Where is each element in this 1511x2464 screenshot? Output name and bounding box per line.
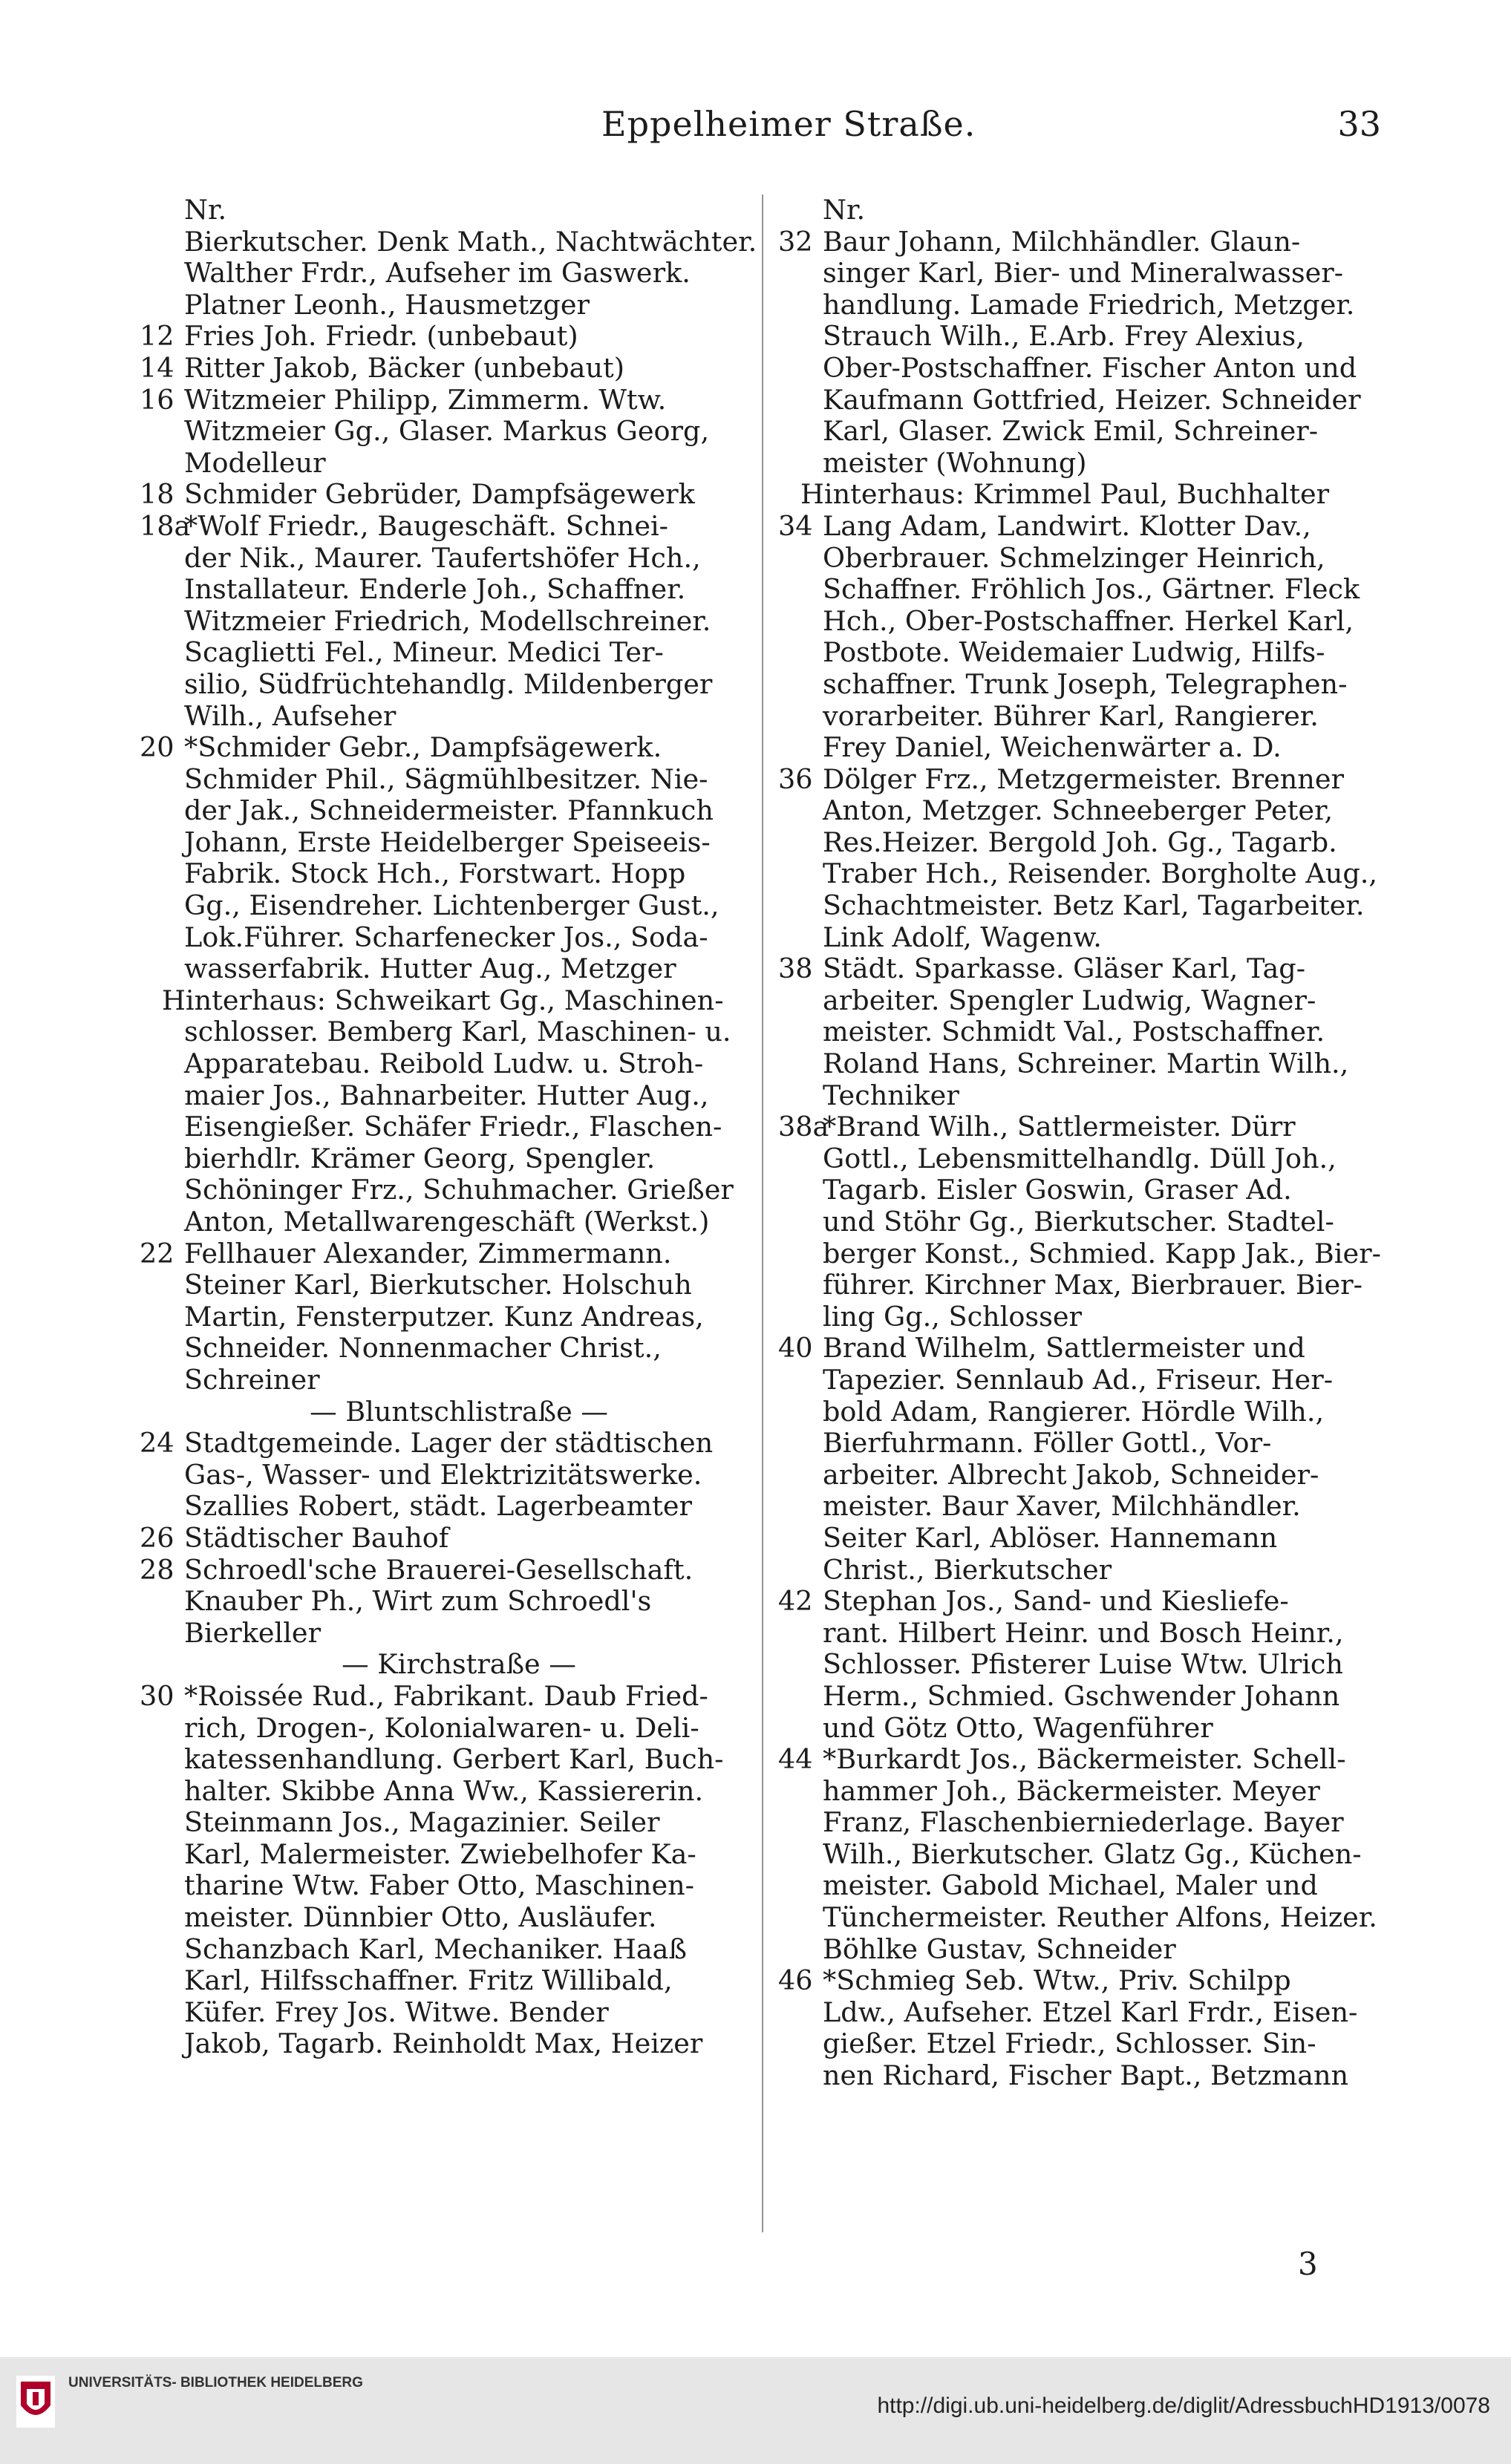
entry-line	[140, 1965, 748, 1997]
entry-text: Dölger Frz., Metzgermeister. Brenner	[823, 762, 1344, 795]
entry-line	[140, 258, 748, 290]
entry-line	[778, 1523, 1383, 1555]
entry-line	[140, 1776, 748, 1808]
entry-text: Steinmann Jos., Magazinier. Seiler	[184, 1806, 660, 1839]
entry-text: der Jak., Schneidermeister. Pfannkuch	[184, 794, 714, 827]
entry-line	[140, 890, 748, 922]
entry-text: Nr.	[823, 194, 866, 226]
entry-line	[778, 1238, 1383, 1270]
house-number: 12	[140, 320, 174, 353]
entry-line	[140, 1333, 748, 1365]
entry-text: Res.Heizer. Bergold Joh. Gg., Tagarb.	[823, 826, 1337, 858]
entry-line	[778, 1965, 1383, 1997]
street-heading	[140, 1649, 748, 1681]
entry-line	[140, 1491, 748, 1523]
entry-text: Schaffner. Fröhlich Jos., Gärtner. Fleck	[823, 573, 1360, 606]
entry-text: *Roissée Rud., Fabrikant. Daub Fried-	[184, 1679, 708, 1712]
entry-line	[140, 669, 748, 701]
entry-text: schlosser. Bemberg Karl, Maschinen- u.	[184, 1016, 731, 1048]
entry-line	[140, 2028, 748, 2060]
entry-line	[778, 543, 1383, 575]
entry-text: Hch., Ober-Postschaffner. Herkel Karl,	[823, 604, 1354, 637]
house-number: 38a	[778, 1111, 829, 1143]
entry-text: Szallies Robert, städt. Lagerbeamter	[184, 1490, 693, 1523]
entry-line	[140, 1238, 748, 1270]
entry-text: Herm., Schmied. Gschwender Johann	[823, 1679, 1340, 1712]
entry-text: meister. Baur Xaver, Milchhändler.	[823, 1490, 1301, 1523]
entry-text: wasserfabrik. Hutter Aug., Metzger	[184, 952, 676, 985]
entry-line	[778, 321, 1383, 353]
entry-text: singer Karl, Bier- und Mineralwasser-	[823, 257, 1344, 290]
entry-line	[778, 1744, 1383, 1776]
entry-text: Bierkutscher. Denk Math., Nachtwächter.	[184, 225, 757, 258]
entry-text: Wilh., Bierkutscher. Glatz Gg., Küchen-	[823, 1837, 1362, 1870]
entry-line	[778, 1016, 1383, 1048]
entry-line	[778, 1776, 1383, 1808]
entry-text: Tünchermeister. Reuther Alfons, Heizer.	[823, 1901, 1377, 1934]
entry-text: Städtischer Bauhof	[184, 1521, 449, 1554]
entry-text: meister. Schmidt Val., Postschaffner.	[823, 1016, 1325, 1048]
entry-text: Platner Leonh., Hausmetzger	[184, 288, 590, 321]
entry-text: Lok.Führer. Scharfenecker Jos., Soda-	[184, 921, 708, 953]
entry-text: meister (Wohnung)	[823, 446, 1087, 479]
entry-text: schaffner. Trunk Joseph, Telegraphen-	[823, 667, 1348, 700]
entry-text: führer. Kirchner Max, Bierbrauer. Bier-	[823, 1269, 1362, 1301]
entry-text: Martin, Fensterputzer. Kunz Andreas,	[184, 1300, 704, 1333]
entry-text: Kaufmann Gottfried, Heizer. Schneider	[823, 383, 1361, 416]
entry-line	[778, 195, 1383, 226]
entry-text: Schlosser. Pfisterer Luise Wtw. Ulrich	[823, 1648, 1343, 1681]
entry-text: Stadtgemeinde. Lager der städtischen	[184, 1427, 714, 1460]
entry-text: Ritter Jakob, Bäcker (unbebaut)	[184, 351, 625, 384]
entry-text: bierhdlr. Krämer Georg, Spengler.	[184, 1142, 656, 1174]
entry-line	[140, 416, 748, 448]
house-number: 36	[778, 762, 813, 795]
entry-text: *Schmieg Seb. Wtw., Priv. Schilpp	[823, 1964, 1291, 1997]
column-divider	[762, 195, 763, 2232]
entry-text: gießer. Etzel Friedr., Schlosser. Sin-	[823, 2027, 1316, 2060]
entry-text: arbeiter. Albrecht Jakob, Schneider-	[823, 1458, 1319, 1491]
entry-line	[140, 1807, 748, 1839]
entry-text: Installateur. Enderle Joh., Schaffner.	[184, 573, 686, 606]
entry-line	[140, 1870, 748, 1902]
entry-line	[140, 448, 748, 480]
entry-line	[778, 1807, 1383, 1839]
entry-text: Gg., Eisendreher. Lichtenberger Gust.,	[184, 889, 719, 922]
entry-line	[778, 637, 1383, 669]
page-title: Eppelheimer Straße.	[601, 104, 976, 144]
entry-line	[140, 1902, 748, 1934]
entry-line	[140, 1143, 748, 1175]
entry-line	[778, 1301, 1383, 1333]
entry-line	[778, 922, 1383, 954]
house-number: 46	[778, 1964, 813, 1997]
entry-text: Fabrik. Stock Hch., Forstwart. Hopp	[184, 857, 686, 890]
source-url[interactable]: http://digi.ub.uni-heidelberg.de/diglit/AdressbuchHD1913/0078	[877, 2393, 1490, 2418]
entry-text: Schreiner	[184, 1363, 320, 1396]
entry-line	[140, 953, 748, 985]
entry-text: Baur Johann, Milchhändler. Glaun-	[823, 225, 1301, 258]
entry-text: Karl, Malermeister. Zwiebelhofer Ka-	[184, 1837, 696, 1870]
entry-line	[140, 1713, 748, 1745]
entry-text: Steiner Karl, Bierkutscher. Holschuh	[184, 1269, 692, 1301]
entry-text: Ober-Postschaffner. Fischer Anton und	[823, 351, 1357, 384]
house-number: 18	[140, 478, 174, 511]
entry-text: Seiter Karl, Ablöser. Hannemann	[823, 1521, 1278, 1554]
house-number: 14	[140, 351, 174, 384]
entry-line	[140, 1174, 748, 1206]
entry-line	[140, 1586, 748, 1618]
entry-text: Tapezier. Sennlaub Ad., Friseur. Her-	[823, 1363, 1334, 1396]
entry-text: Christ., Bierkutscher	[823, 1553, 1112, 1586]
entry-line	[778, 827, 1383, 859]
entry-line	[140, 225, 757, 258]
entry-text: Jakob, Tagarb. Reinholdt Max, Heizer	[184, 2027, 703, 2060]
entry-text: Walther Frdr., Aufseher im Gaswerk.	[184, 257, 691, 290]
entry-line	[778, 985, 1383, 1017]
entry-text: halter. Skibbe Anna Ww., Kassiererin.	[184, 1774, 704, 1807]
library-logo-icon	[16, 2376, 55, 2428]
entry-line	[140, 1301, 748, 1333]
entry-text: Schroedl'sche Brauerei-Gesellschaft.	[184, 1553, 694, 1586]
entry-text: Frey Daniel, Weichenwärter a. D.	[823, 731, 1282, 764]
entry-line	[140, 1048, 748, 1080]
house-number: 22	[140, 1237, 174, 1269]
entry-line	[778, 1902, 1383, 1934]
entry-text: katessenhandlung. Gerbert Karl, Buch-	[184, 1743, 724, 1776]
entry-line	[778, 416, 1383, 448]
entry-line	[140, 858, 748, 890]
entry-text: und Stöhr Gg., Bierkutscher. Stadtel-	[823, 1206, 1334, 1238]
entry-text: Schneider. Nonnenmacher Christ.,	[184, 1332, 662, 1365]
entry-text: Böhlke Gustav, Schneider	[823, 1932, 1176, 1965]
entry-text: Witzmeier Friedrich, Modellschreiner.	[184, 604, 711, 637]
entry-line	[140, 606, 748, 638]
entry-text: Tagarb. Eisler Goswin, Graser Ad.	[823, 1174, 1292, 1206]
entry-line	[140, 1555, 748, 1586]
entry-text: Karl, Hilfsschaffner. Fritz Willibald,	[184, 1964, 673, 1997]
entry-line	[140, 1839, 748, 1871]
entry-text: Techniker	[823, 1079, 959, 1111]
house-number: 44	[778, 1743, 813, 1776]
entry-text: Link Adolf, Wagenw.	[823, 921, 1102, 953]
street-heading	[140, 1396, 748, 1428]
entry-text: tharine Wtw. Faber Otto, Maschinen-	[184, 1869, 695, 1902]
entry-text: Modelleur	[184, 446, 326, 479]
house-number: 34	[778, 509, 813, 542]
entry-text: bold Adam, Rangierer. Hördle Wilh.,	[823, 1395, 1325, 1428]
house-number: 20	[140, 731, 174, 764]
entry-line	[778, 1365, 1383, 1396]
page-number: 33	[1337, 104, 1381, 144]
entry-text: berger Konst., Schmied. Kapp Jak., Bier-	[823, 1237, 1381, 1269]
entry-text: Witzmeier Philipp, Zimmerm. Wtw.	[184, 383, 667, 416]
entry-line	[140, 321, 748, 353]
entry-text: Postbote. Weidemaier Ludwig, Hilfs-	[823, 636, 1325, 669]
entry-line	[778, 701, 1383, 733]
entry-text: Schanzbach Karl, Mechaniker. Haaß	[184, 1932, 687, 1965]
house-number: 26	[140, 1521, 174, 1554]
entry-text: maier Jos., Bahnarbeiter. Hutter Aug.,	[184, 1079, 709, 1111]
entry-line	[140, 637, 748, 669]
entry-text: arbeiter. Spengler Ludwig, Wagner-	[823, 984, 1316, 1016]
entry-text: ling Gg., Schlosser	[823, 1300, 1083, 1333]
entry-text: Hinterhaus: Krimmel Paul, Buchhalter	[800, 478, 1330, 511]
entry-line	[140, 1460, 748, 1491]
entry-line	[140, 1618, 748, 1650]
entry-line	[778, 2028, 1383, 2060]
entry-line	[778, 1269, 1383, 1301]
entry-text: Fellhauer Alexander, Zimmermann.	[184, 1237, 672, 1269]
entry-text: Eisengießer. Schäfer Friedr., Flaschen-	[184, 1111, 722, 1143]
entry-text: Stephan Jos., Sand- und Kiesliefe-	[823, 1585, 1289, 1618]
house-number: 18a	[140, 509, 191, 542]
entry-text: Schachtmeister. Betz Karl, Tagarbeiter.	[823, 889, 1365, 922]
entry-line	[140, 543, 748, 575]
entry-text: Lang Adam, Landwirt. Klotter Dav.,	[823, 509, 1311, 542]
entry-line	[778, 1396, 1383, 1428]
entry-text: *Wolf Friedr., Baugeschäft. Schnei-	[184, 509, 669, 542]
entry-text: — Kirchstraße —	[342, 1648, 576, 1681]
entry-line	[140, 827, 748, 859]
entry-text: Bierfuhrmann. Föller Gottl., Vor-	[823, 1427, 1272, 1460]
entry-text: Anton, Metzger. Schneeberger Peter,	[823, 794, 1334, 827]
entry-line	[140, 1111, 748, 1143]
entry-line	[778, 258, 1383, 290]
entry-line	[778, 1870, 1383, 1902]
library-name: UNIVERSITÄTS- BIBLIOTHEK HEIDELBERG	[68, 2375, 363, 2391]
house-number: 28	[140, 1553, 174, 1586]
entry-line	[778, 890, 1383, 922]
entry-line	[140, 795, 748, 827]
entry-line	[778, 479, 1383, 511]
entry-text: Anton, Metallwarengeschäft (Werkst.)	[184, 1206, 710, 1238]
entry-text: Bierkeller	[184, 1616, 322, 1649]
entry-text: Schöninger Frz., Schuhmacher. Grießer	[184, 1174, 734, 1206]
entry-text: nen Richard, Fischer Bapt., Betzmann	[823, 2059, 1349, 2092]
entry-line	[778, 1491, 1383, 1523]
entry-text: meister. Dünnbier Otto, Ausläufer.	[184, 1901, 657, 1934]
entry-line	[778, 1080, 1383, 1112]
house-number: 38	[778, 952, 813, 985]
entry-line	[140, 764, 748, 796]
entry-line	[778, 385, 1383, 416]
entry-line	[140, 701, 748, 733]
entry-text: — Bluntschlistraße —	[310, 1395, 608, 1428]
entry-line	[140, 353, 748, 385]
entry-text: Gottl., Lebensmittelhandlg. Düll Joh.,	[823, 1142, 1337, 1174]
entry-text: Brand Wilhelm, Sattlermeister und	[823, 1332, 1305, 1365]
entry-line	[778, 764, 1383, 796]
left-column	[140, 194, 757, 2060]
entry-line	[140, 1080, 748, 1112]
entry-text: Knauber Ph., Wirt zum Schroedl's	[184, 1585, 652, 1618]
entry-line	[778, 1333, 1383, 1365]
entry-text: Franz, Flaschenbierniederlage. Bayer	[823, 1806, 1344, 1839]
entry-text: silio, Südfrüchtehandlg. Mildenberger	[184, 667, 713, 700]
entry-text: Karl, Glaser. Zwick Emil, Schreiner-	[823, 415, 1319, 448]
entry-line	[140, 1934, 748, 1966]
house-number: 40	[778, 1332, 813, 1365]
entry-line	[778, 511, 1383, 543]
entry-line	[778, 1111, 1383, 1143]
entry-text: Städt. Sparkasse. Gläser Karl, Tag-	[823, 952, 1306, 985]
entry-text: Gas-, Wasser- und Elektrizitätswerke.	[184, 1458, 702, 1491]
entry-line	[778, 290, 1383, 321]
entry-line	[778, 226, 1383, 258]
entry-line	[140, 1997, 748, 2029]
entry-line	[778, 1681, 1383, 1713]
entry-line	[140, 1744, 748, 1776]
entry-line	[778, 1997, 1383, 2029]
entry-text: Traber Hch., Reisender. Borgholte Aug.,	[823, 857, 1378, 890]
entry-line	[778, 1618, 1383, 1650]
entry-line	[778, 1586, 1383, 1618]
entry-text: rich, Drogen-, Kolonialwaren- u. Deli-	[184, 1711, 699, 1744]
entry-line	[140, 922, 748, 954]
entry-line	[778, 1206, 1383, 1238]
entry-text: rant. Hilbert Heinr. und Bosch Heinr.,	[823, 1616, 1344, 1649]
page-header	[186, 104, 1381, 156]
entry-line	[778, 1143, 1383, 1175]
page-marker: 3	[1298, 2246, 1318, 2282]
entry-line	[140, 1681, 748, 1713]
entry-text: handlung. Lamade Friedrich, Metzger.	[823, 288, 1355, 321]
entry-text: Apparatebau. Reibold Ludw. u. Stroh-	[184, 1048, 704, 1080]
entry-line	[140, 1269, 748, 1301]
entry-text: Strauch Wilh., E.Arb. Frey Alexius,	[823, 320, 1305, 353]
entry-text: Wilh., Aufseher	[184, 699, 396, 732]
entry-line	[140, 290, 748, 321]
entry-text: meister. Gabold Michael, Maler und	[823, 1869, 1318, 1902]
entry-line	[140, 479, 748, 511]
entry-line	[140, 511, 748, 543]
entry-line	[140, 574, 748, 606]
entry-text: Schmider Gebrüder, Dampfsägewerk	[184, 478, 695, 511]
entry-line	[778, 732, 1383, 764]
entry-text: Schmider Phil., Sägmühlbesitzer. Nie-	[184, 762, 708, 795]
entry-text: Oberbrauer. Schmelzinger Heinrich,	[823, 541, 1325, 574]
entry-text: Fries Joh. Friedr. (unbebaut)	[184, 320, 578, 353]
entry-line	[778, 669, 1383, 701]
entry-line	[778, 858, 1383, 890]
entry-text: *Schmider Gebr., Dampfsägewerk.	[184, 731, 662, 764]
entry-text: hammer Joh., Bäckermeister. Meyer	[823, 1774, 1320, 1807]
entry-line	[140, 1016, 748, 1048]
entry-text: vorarbeiter. Bührer Karl, Rangierer.	[823, 699, 1319, 732]
entry-line	[778, 1555, 1383, 1586]
entry-line	[778, 448, 1383, 480]
entry-line	[778, 1048, 1383, 1080]
entry-text: Ldw., Aufseher. Etzel Karl Frdr., Eisen-	[823, 1996, 1358, 2028]
entry-line	[778, 2060, 1383, 2092]
entry-text: Küfer. Frey Jos. Witwe. Bender	[184, 1996, 609, 2028]
entry-line	[778, 1713, 1383, 1745]
entry-text: Witzmeier Gg., Glaser. Markus Georg,	[184, 415, 710, 448]
entry-line	[778, 1460, 1383, 1491]
entry-line	[778, 1934, 1383, 1966]
entry-line	[140, 1428, 748, 1460]
entry-line	[778, 1649, 1383, 1681]
house-number: 30	[140, 1679, 174, 1712]
house-number: 24	[140, 1427, 174, 1460]
right-column	[778, 195, 1383, 2092]
house-number: 42	[778, 1585, 813, 1618]
entry-text: Hinterhaus: Schweikart Gg., Maschinen-	[162, 984, 724, 1016]
entry-line	[778, 606, 1383, 638]
entry-text: *Brand Wilh., Sattlermeister. Dürr	[823, 1111, 1296, 1143]
entry-line	[778, 1839, 1383, 1871]
entry-line	[140, 385, 748, 416]
entry-line	[778, 953, 1383, 985]
entry-line	[140, 985, 748, 1017]
entry-line	[140, 195, 748, 226]
entry-text: Nr.	[184, 194, 227, 226]
entry-line	[778, 1428, 1383, 1460]
entry-text: Johann, Erste Heidelberger Speiseeis-	[184, 826, 711, 858]
house-number: 16	[140, 383, 174, 416]
entry-text: Roland Hans, Schreiner. Martin Wilh.,	[823, 1048, 1349, 1080]
entry-line	[778, 353, 1383, 385]
entry-line	[778, 795, 1383, 827]
entry-line	[778, 1174, 1383, 1206]
entry-line	[140, 1523, 748, 1555]
entry-line	[140, 1365, 748, 1396]
entry-text: Scaglietti Fel., Mineur. Medici Ter-	[184, 636, 664, 669]
entry-line	[778, 574, 1383, 606]
entry-text: und Götz Otto, Wagenführer	[823, 1711, 1213, 1744]
entry-line	[140, 1206, 748, 1238]
house-number: 32	[778, 225, 813, 258]
entry-line	[140, 732, 748, 764]
entry-text: der Nik., Maurer. Taufertshöfer Hch.,	[184, 541, 701, 574]
entry-text: *Burkardt Jos., Bäckermeister. Schell-	[823, 1743, 1346, 1776]
